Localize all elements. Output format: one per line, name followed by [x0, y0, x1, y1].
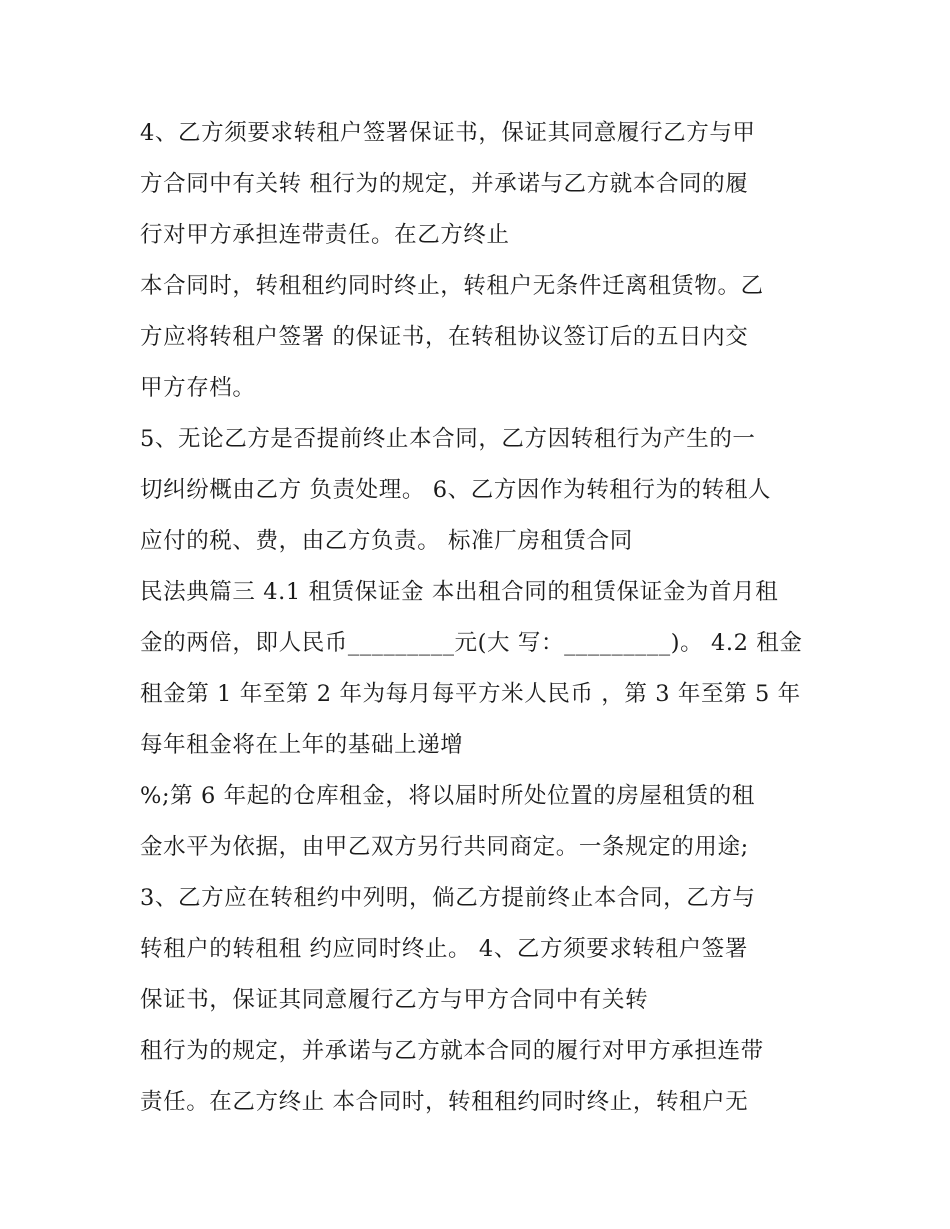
- text-line: 4、乙方须要求转租户签署保证书，保证其同意履行乙方与甲: [140, 120, 756, 146]
- text-line: 租行为的规定，并承诺与乙方就本合同的履行对甲方承担连带: [140, 1038, 764, 1064]
- text-line: 本合同时，转租租约同时终止，转租户无条件迁离租赁物。乙: [140, 273, 764, 299]
- text-line: 转租户的转租租 约应同时终止。 4、乙方须要求转租户签署: [140, 936, 748, 962]
- text-line: 行对甲方承担连带责任。在乙方终止: [140, 222, 510, 248]
- text-line: 5、无论乙方是否提前终止本合同，乙方因转租行为产生的一: [140, 426, 756, 452]
- text-line: 方合同中有关转 租行为的规定，并承诺与乙方就本合同的履: [140, 171, 749, 197]
- text-line: 甲方存档。: [140, 375, 256, 401]
- text-line: 金水平为依据，由甲乙双方另行共同商定。一条规定的用途;: [140, 834, 749, 860]
- text-line: 切纠纷概由乙方 负责处理。 6、乙方因作为转租行为的转租人: [140, 477, 772, 503]
- text-line: 保证书，保证其同意履行乙方与甲方合同中有关转: [140, 987, 649, 1013]
- text-line: 民法典篇三 4.1 租赁保证金 本出租合同的租赁保证金为首月租: [140, 579, 779, 605]
- text-line: 方应将转租户签署 的保证书，在转租协议签订后的五日内交: [140, 324, 749, 350]
- text-line: 每年租金将在上年的基础上递增: [140, 732, 464, 758]
- text-line: %;第 6 年起的仓库租金，将以届时所处位置的房屋租赁的租: [140, 783, 755, 809]
- text-line: 应付的税、费，由乙方负责。 标准厂房租赁合同: [140, 528, 633, 554]
- text-line: 责任。在乙方终止 本合同时，转租租约同时终止，转租户无: [140, 1089, 749, 1115]
- document-body: [140, 108, 830, 1128]
- text-line: 3、乙方应在转租约中列明，倘乙方提前终止本合同，乙方与: [140, 885, 756, 911]
- text-line: 租金第 1 年至第 2 年为每月每平方米人民币 ，第 3 年至第 5 年: [140, 681, 801, 707]
- text-line: 金的两倍，即人民币_________元(大 写：_________)。 4.2 租金: [140, 630, 803, 656]
